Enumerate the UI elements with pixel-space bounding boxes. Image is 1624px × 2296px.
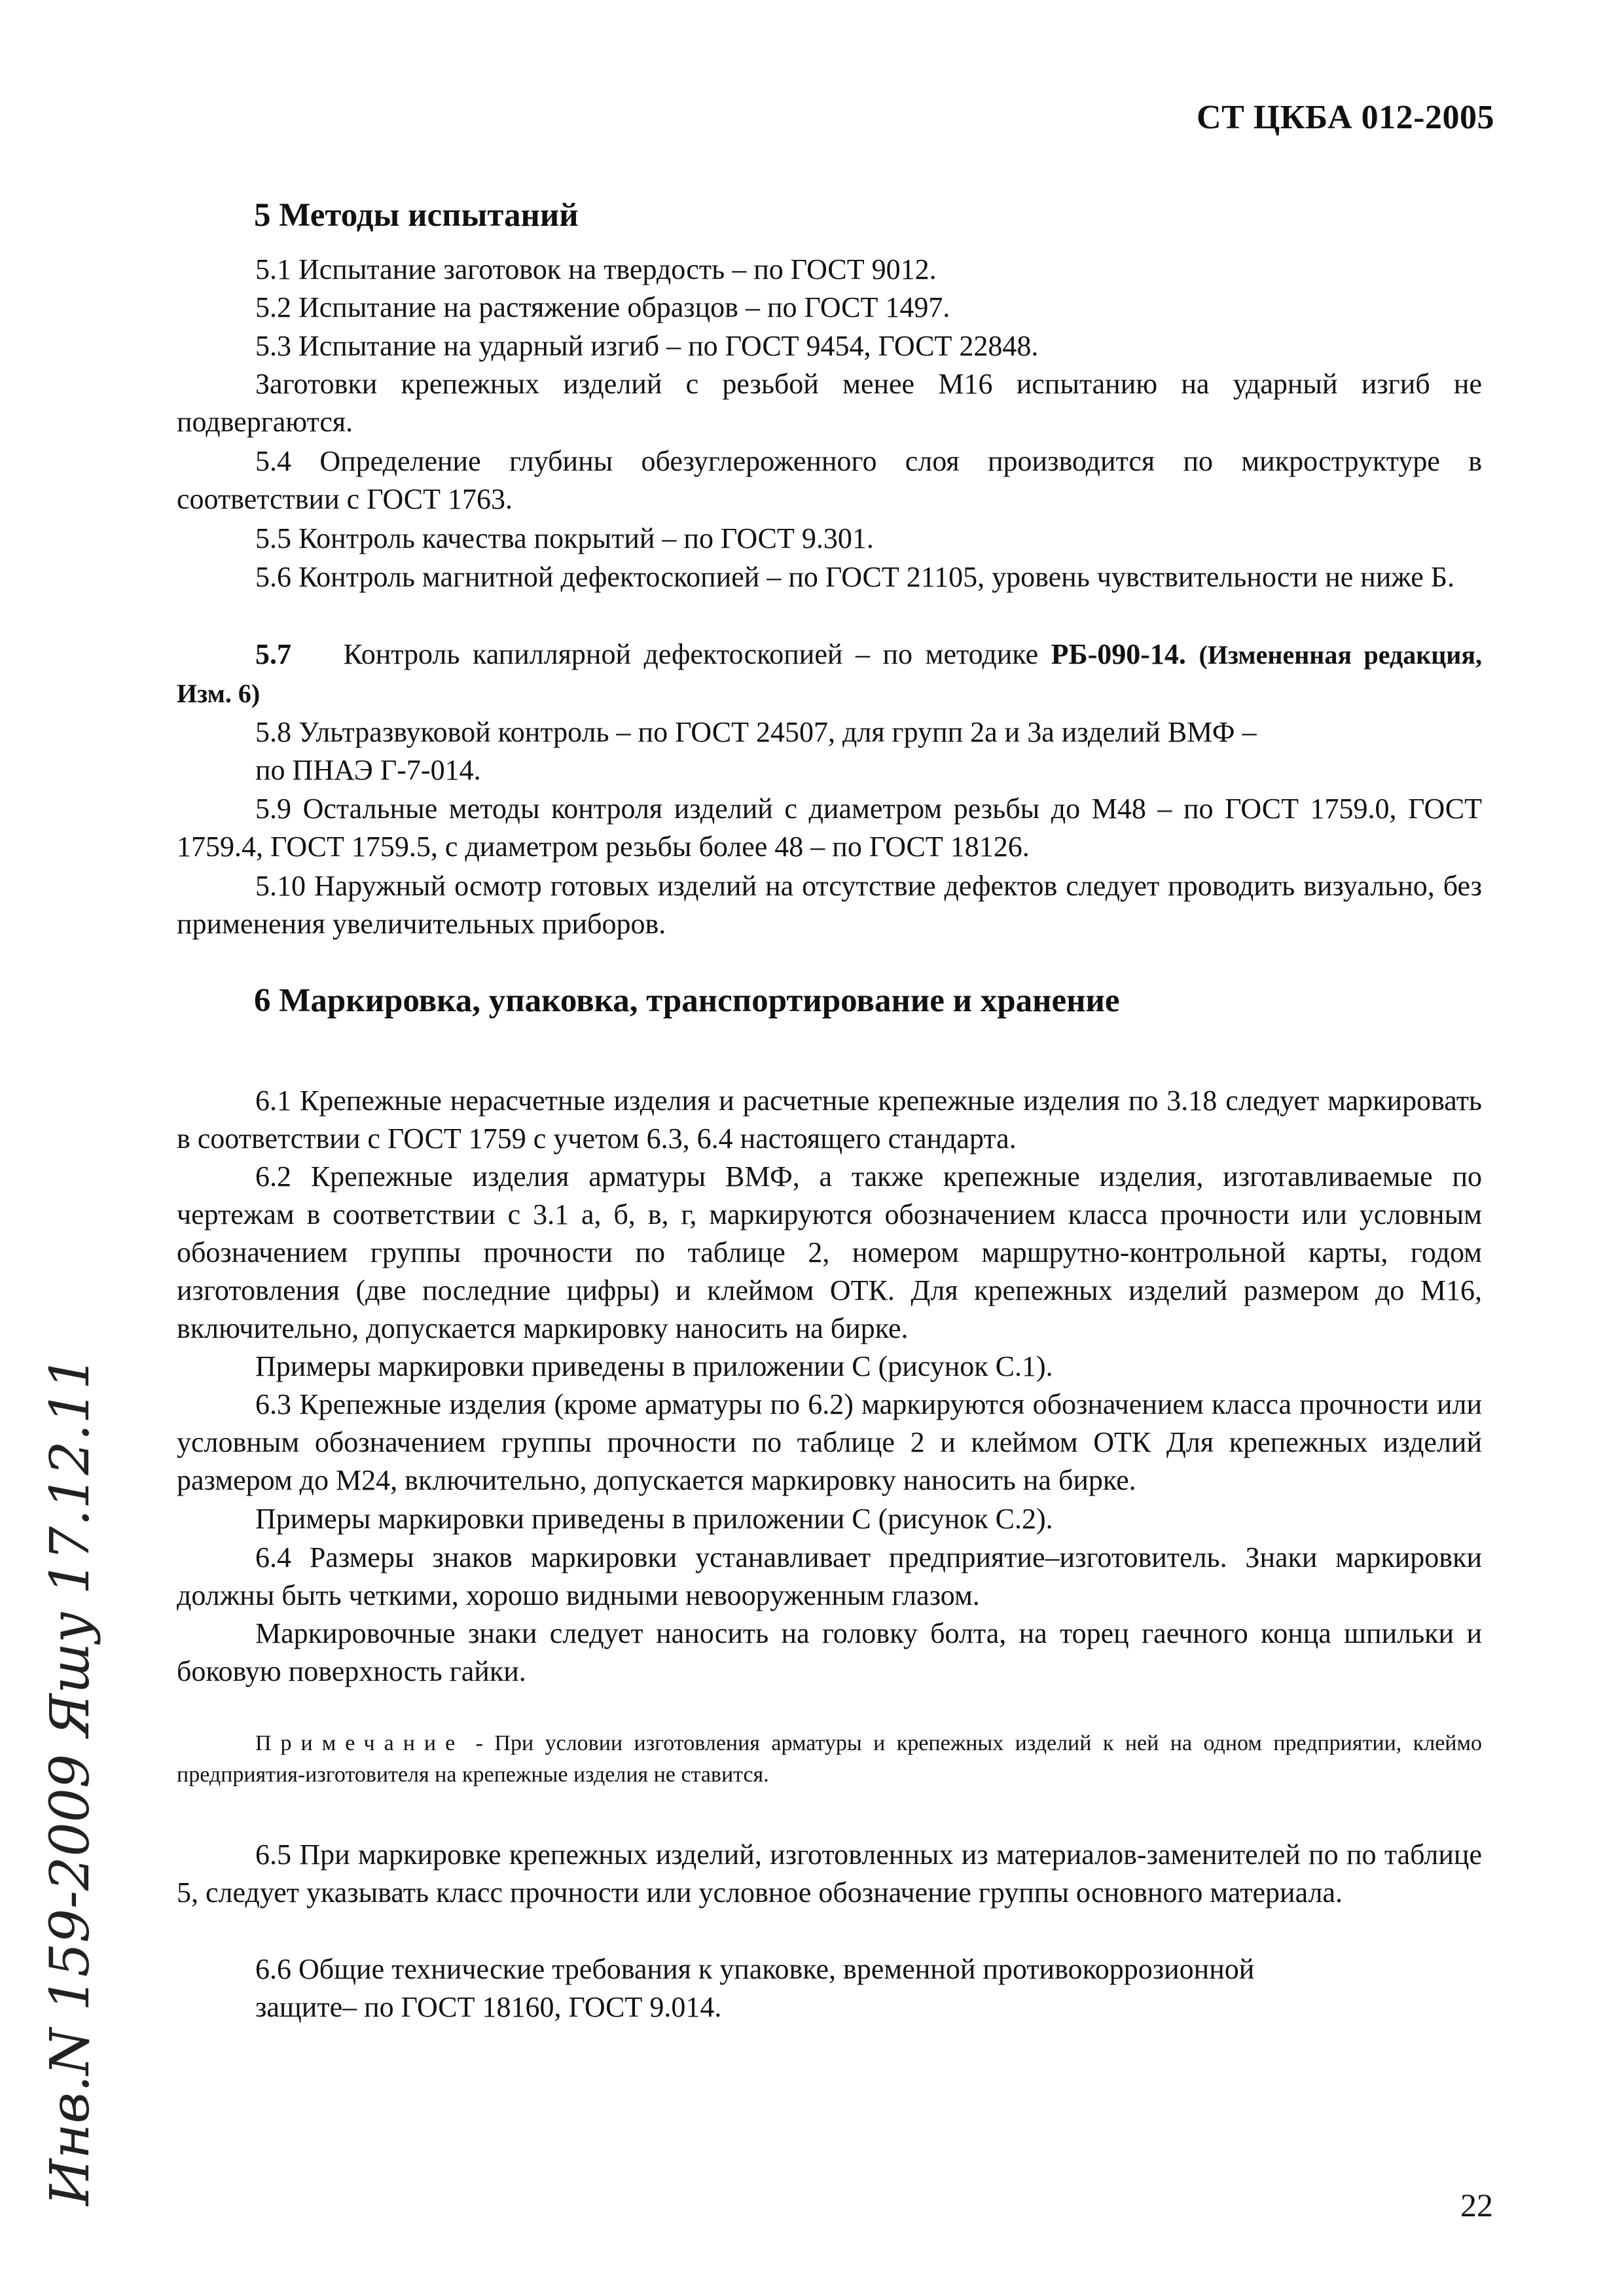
note-text: - При условии изготовления арматуры и крепежных изделий к ней на одном предприятии, клеймо предприятия-изготовителя на крепежные изделия не ставится. [177, 1731, 1483, 1787]
para-5-2: 5.2 Испытание на растяжение образцов – по ГОСТ 1497. [255, 291, 950, 323]
para-5-7 [177, 636, 1482, 713]
para-6-6-line1: 6.6 Общие технические требования к упаковке, временной противокоррозионной [255, 1953, 1255, 1985]
para-5-1: 5.1 Испытание заготовок на твердость – по ГОСТ 9012. [255, 253, 937, 285]
para-6-2-examples: Примеры маркировки приведены в приложении С (рисунок С.1). [255, 1350, 1053, 1382]
section-5-title: 5 Методы испытаний [254, 197, 579, 234]
para-6-2: 6.2 Крепежные изделия арматуры ВМФ, а также крепежные изделия, изготавливаемые по чертежам в соответствии с 3.1 а, б, в, г, маркируются обозначением класса прочности или условным обозначением группы прочности по таблице 2, номером маршрутно-контрольной карты, годом изготовления (две последние цифры) и клеймом ОТК. Для крепежных изделий размером до М16, включительно, допускается маркировку наносить на бирке. [177, 1160, 1482, 1344]
para-5-7-text: Контроль капиллярной дефектоскопией – по методике [343, 638, 1039, 670]
para-5-10: 5.10 Наружный осмотр готовых изделий на отсутствие дефектов следует проводить визуально, без применения увеличительных приборов. [177, 870, 1482, 940]
document-code: СТ ЦКБА 012-2005 [1197, 99, 1494, 136]
note-label: Примечание [255, 1731, 465, 1755]
para-5-3: 5.3 Испытание на ударный изгиб – по ГОСТ 9454, ГОСТ 22848. [255, 330, 1039, 362]
para-5-7-ref: РБ-090-14. [1051, 638, 1186, 670]
para-6-3: 6.3 Крепежные изделия (кроме арматуры по 6.2) маркируются обозначением класса прочности или условным обозначением группы прочности по таблице 2 и клеймом ОТК Для крепежных изделий размером до М24, включительно, допускается маркировку наносить на бирке. [177, 1388, 1482, 1496]
para-5-4: 5.4 Определение глубины обезуглероженного слоя производится по микроструктуре в соответствии с ГОСТ 1763. [177, 445, 1482, 515]
para-6-4: 6.4 Размеры знаков маркировки устанавливает предприятие–изготовитель. Знаки маркировки должны быть четкими, хорошо видными невооруженным глазом. [177, 1541, 1482, 1611]
para-5-3-note: Заготовки крепежных изделий с резьбой менее М16 испытанию на ударный изгиб не подвергаются. [177, 368, 1482, 438]
para-5-8-line2: по ПНАЭ Г-7-014. [255, 754, 481, 786]
para-6-1: 6.1 Крепежные нерасчетные изделия и расчетные крепежные изделия по 3.18 следует маркировать в соответствии с ГОСТ 1759 с учетом 6.3, 6.4 настоящего стандарта. [177, 1085, 1482, 1155]
para-5-7-revision: (Измененная редакция, Изм. 6) [177, 640, 1482, 708]
note [177, 1728, 1482, 1791]
para-6-4-b: Маркировочные знаки следует наносить на головку болта, на торец гаечного конца шпильки и боковую поверхность гайки. [177, 1617, 1482, 1687]
para-5-6: 5.6 Контроль магнитной дефектоскопией – по ГОСТ 21105, уровень чувствительности не ниже Б. [255, 561, 1455, 593]
para-6-3-examples: Примеры маркировки приведены в приложении С (рисунок С.2). [255, 1503, 1053, 1535]
para-5-5: 5.5 Контроль качества покрытий – по ГОСТ 9.301. [255, 522, 874, 554]
para-6-5: 6.5 При маркировке крепежных изделий, изготовленных из материалов-заменителей по по таблице 5, следует указывать класс прочности или условное обозначение группы основного материала. [177, 1839, 1482, 1909]
para-5-8-line1: 5.8 Ультразвуковой контроль – по ГОСТ 24507, для групп 2а и 3а изделий ВМФ – [255, 716, 1257, 748]
page-number: 22 [1460, 2187, 1493, 2223]
para-5-9: 5.9 Остальные методы контроля изделий с диаметром резьбы до М48 – по ГОСТ 1759.0, ГОСТ 1759.4, ГОСТ 1759.5, с диаметром резьбы более 48 – по ГОСТ 18126. [177, 793, 1482, 863]
para-6-6-line2: защите– по ГОСТ 18160, ГОСТ 9.014. [255, 1991, 722, 2023]
section-6-title: 6 Маркировка, упаковка, транспортирование и хранение [254, 982, 1120, 1019]
para-5-7-number: 5.7 [255, 638, 291, 670]
handwritten-annotation: Инв.N 159-2009 Яшу 17.12.11 [39, 1355, 101, 2206]
